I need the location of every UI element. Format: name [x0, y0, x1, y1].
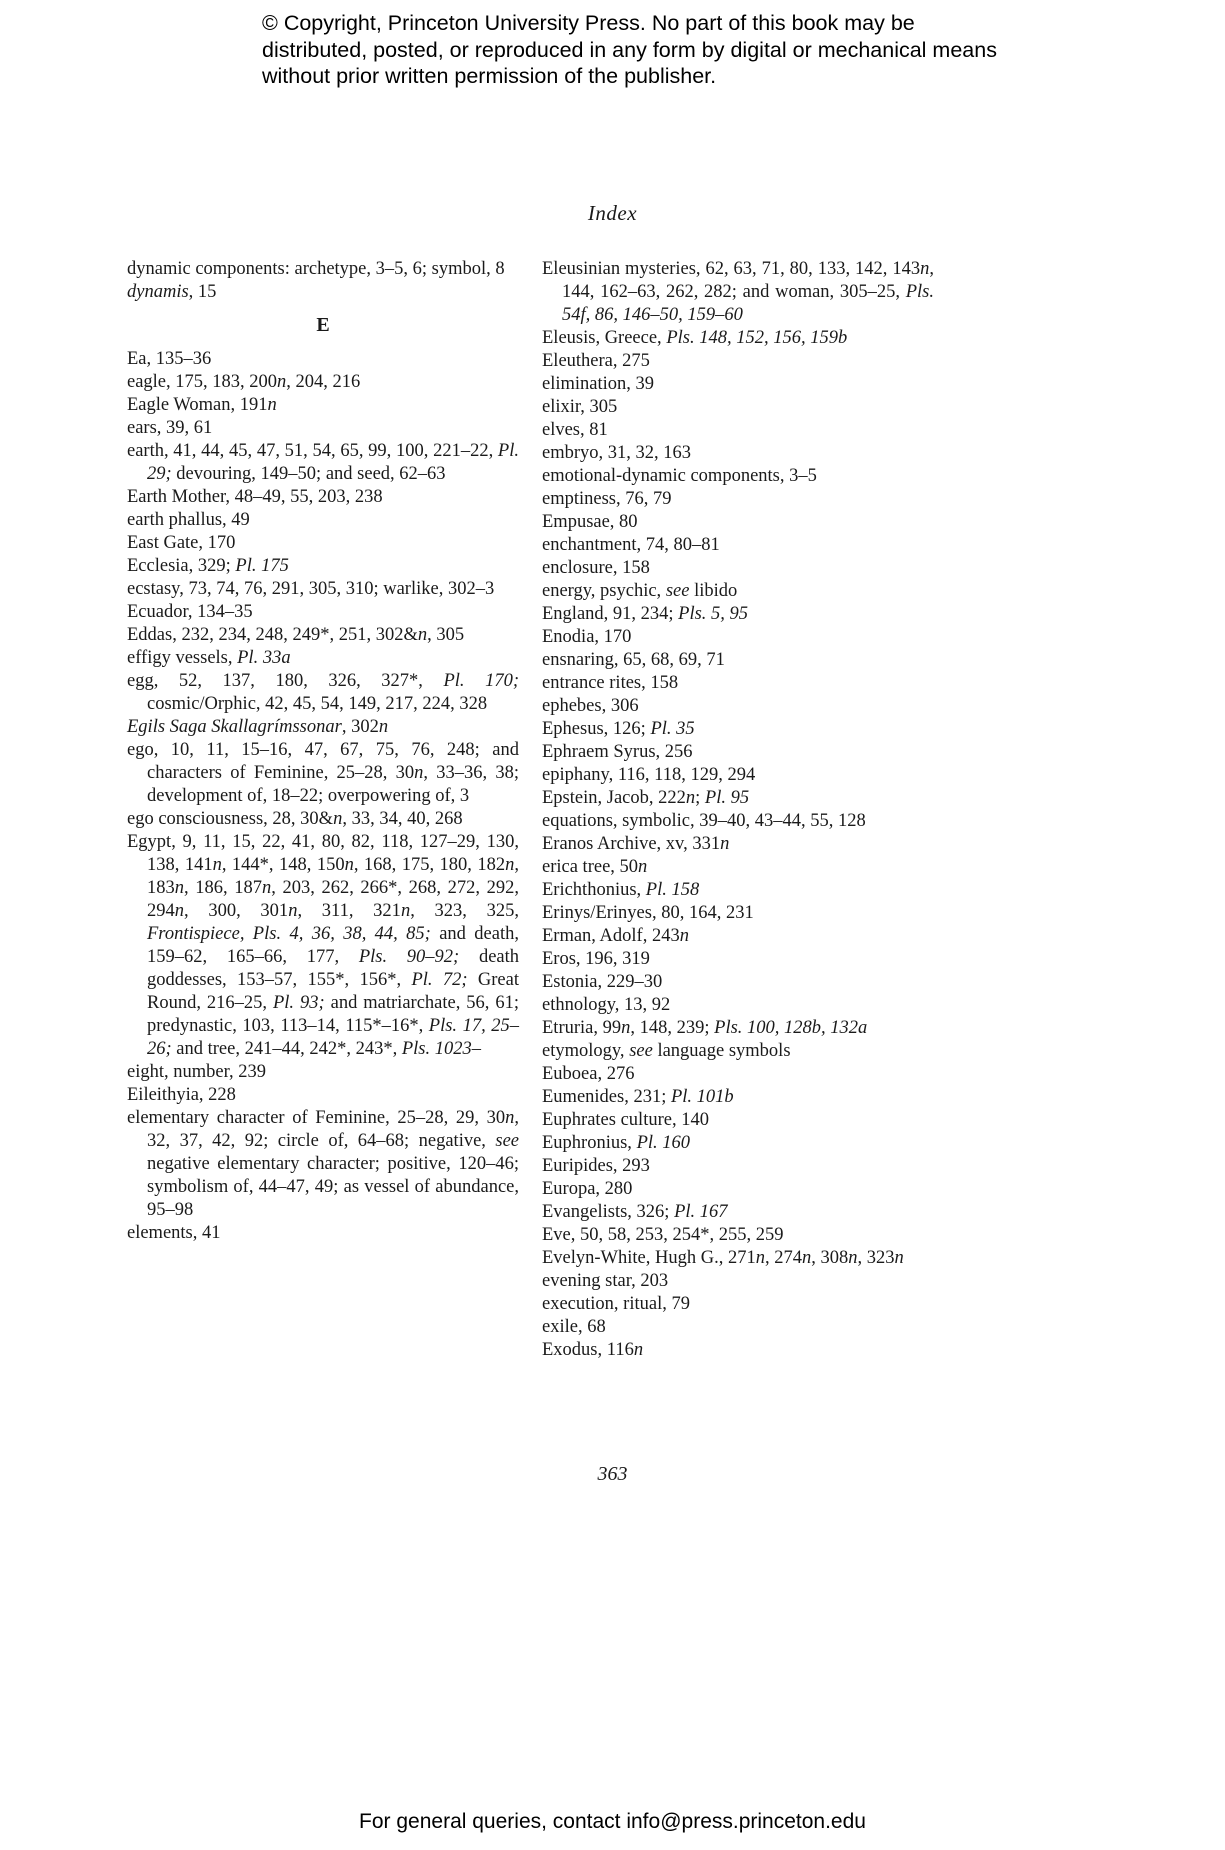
index-entry: Epstein, Jacob, 222n; Pl. 95: [542, 788, 750, 808]
index-entry: Ecclesia, 329; Pl. 175: [127, 556, 289, 576]
index-entry: Estonia, 229–30: [542, 972, 663, 992]
index-entry: Earth Mother, 48–49, 55, 203, 238: [127, 487, 383, 507]
index-entry: dynamic components: archetype, 3–5, 6; symbol, 8: [127, 259, 505, 279]
index-entry: epiphany, 116, 118, 129, 294: [542, 765, 756, 785]
index-entries-before-letter: [127, 258, 519, 304]
index-entry: exile, 68: [542, 1317, 606, 1337]
index-entry: elves, 81: [542, 420, 608, 440]
index-entry: Evelyn-White, Hugh G., 271n, 274n, 308n, 323n: [542, 1248, 904, 1268]
index-entry: etymology, see language symbols: [542, 1041, 791, 1061]
page-title: Index: [587, 201, 638, 225]
index-entry: Eleusinian mysteries, 62, 63, 71, 80, 133, 142, 143n, 144, 162–63, 262, 282; and woman, 305–25, Pls. 54f, 86, 146–50, 159–60: [542, 259, 934, 325]
footer-contact: For general queries, contact info@press.princeton.edu: [359, 1810, 866, 1833]
index-entry: enclosure, 158: [542, 558, 650, 578]
index-entry: embryo, 31, 32, 163: [542, 443, 692, 463]
index-entry: eight, number, 239: [127, 1062, 267, 1082]
section-letter-heading: E: [316, 314, 330, 336]
index-entry: earth, 41, 44, 45, 47, 51, 54, 65, 99, 100, 221–22, Pl. 29; devouring, 149–50; and seed, 62–63: [127, 441, 519, 484]
page-number: 363: [597, 1463, 628, 1485]
index-entry: Egypt, 9, 11, 15, 22, 41, 80, 82, 118, 127–29, 130, 138, 141n, 144*, 148, 150n, 168, 175, 180, 182n, 183n, 186, 187n, 203, 262, 266*, 268, 272, 292, 294n, 300, 301n, 311, 321n, 323, 325, Frontispiece, Pls. 4, 36, 38, 44, 85; and death, 159–62, 165–66, 177, Pls. 90–92; death goddesses, 153–57, 155*, 156*, Pl. 72; Great Round, 216–25, Pl. 93; and matriarchate, 56, 61; predynastic, 103, 113–14, 115*–16*, Pls. 17, 25–26; and tree, 241–44, 242*, 243*, Pls. 1023–: [127, 832, 520, 1059]
index-entries-e: [127, 348, 519, 1245]
index-entry: elements, 41: [127, 1223, 221, 1243]
index-entry: emotional-dynamic components, 3–5: [542, 466, 817, 486]
index-entry: emptiness, 76, 79: [542, 489, 672, 509]
index-entry: Euphrates culture, 140: [542, 1110, 709, 1130]
index-entry: effigy vessels, Pl. 33a: [127, 648, 291, 668]
index-entry: Erinys/Erinyes, 80, 164, 231: [542, 903, 754, 923]
index-entry: Enodia, 170: [542, 627, 632, 647]
index-entry: Ephraem Syrus, 256: [542, 742, 693, 762]
index-entry: Eagle Woman, 191n: [127, 395, 277, 415]
index-column-left: [127, 258, 519, 1245]
index-entry: ego, 10, 11, 15–16, 47, 67, 75, 76, 248; and characters of Feminine, 25–28, 30n, 33–36, 38; development of, 18–22; overpowering of, 3: [127, 740, 519, 806]
index-entry: ears, 39, 61: [127, 418, 213, 438]
index-entry: elementary character of Feminine, 25–28, 29, 30n, 32, 37, 42, 92; circle of, 64–68; negative, see negative elementary character; positive, 120–46; symbolism of, 44–47, 49; as vessel of abundance, 95–98: [127, 1108, 519, 1220]
index-entry: enchantment, 74, 80–81: [542, 535, 720, 555]
index-entry: Eros, 196, 319: [542, 949, 650, 969]
index-entry: Egils Saga Skallagrímssonar, 302n: [127, 717, 389, 737]
index-entry: energy, psychic, see libido: [542, 581, 738, 601]
index-entry: Etruria, 99n, 148, 239; Pls. 100, 128b, 132a: [542, 1018, 868, 1038]
index-entry: Exodus, 116n: [542, 1340, 644, 1360]
index-entry: Eileithyia, 228: [127, 1085, 236, 1105]
index-entry: Evangelists, 326; Pl. 167: [542, 1202, 728, 1222]
index-entry: eagle, 175, 183, 200n, 204, 216: [127, 372, 361, 392]
index-entry: Eleusis, Greece, Pls. 148, 152, 156, 159b: [542, 328, 848, 348]
index-entry: ethnology, 13, 92: [542, 995, 671, 1015]
copyright-notice: © Copyright, Princeton University Press. No part of this book may be distributed, posted, or reproduced in any form by digital or mechanical means without prior written permission of the publisher.: [262, 11, 997, 88]
index-entry: ensnaring, 65, 68, 69, 71: [542, 650, 725, 670]
index-entry: Ecuador, 134–35: [127, 602, 253, 622]
index-entry: Ephesus, 126; Pl. 35: [542, 719, 695, 739]
index-column-right: [542, 258, 934, 1362]
index-entry: Eleuthera, 275: [542, 351, 650, 371]
index-entry: elimination, 39: [542, 374, 655, 394]
index-entry: Erman, Adolf, 243n: [542, 926, 689, 946]
index-entry: Europa, 280: [542, 1179, 633, 1199]
index-entry: Euphronius, Pl. 160: [542, 1133, 691, 1153]
index-entry: ecstasy, 73, 74, 76, 291, 305, 310; warlike, 302–3: [127, 579, 495, 599]
index-entry: erica tree, 50n: [542, 857, 648, 877]
index-entry: earth phallus, 49: [127, 510, 250, 530]
index-entry: elixir, 305: [542, 397, 618, 417]
index-entry: evening star, 203: [542, 1271, 669, 1291]
index-entry: Eumenides, 231; Pl. 101b: [542, 1087, 734, 1107]
index-entry: Eddas, 232, 234, 248, 249*, 251, 302&n, 305: [127, 625, 465, 645]
index-entry: equations, symbolic, 39–40, 43–44, 55, 128: [542, 811, 866, 831]
index-entry: entrance rites, 158: [542, 673, 679, 693]
index-entry: Euripides, 293: [542, 1156, 650, 1176]
index-entry: Ea, 135–36: [127, 349, 212, 369]
index-entry: execution, ritual, 79: [542, 1294, 690, 1314]
index-entry: Empusae, 80: [542, 512, 638, 532]
index-entry: Erichthonius, Pl. 158: [542, 880, 700, 900]
index-entry: egg, 52, 137, 180, 326, 327*, Pl. 170; cosmic/Orphic, 42, 45, 54, 149, 217, 224, 328: [127, 671, 519, 714]
index-entry: ego consciousness, 28, 30&n, 33, 34, 40, 268: [127, 809, 463, 829]
index-entry: England, 91, 234; Pls. 5, 95: [542, 604, 749, 624]
index-entry: Eranos Archive, xv, 331n: [542, 834, 730, 854]
index-entry: Euboea, 276: [542, 1064, 635, 1084]
index-entry: ephebes, 306: [542, 696, 639, 716]
index-entries-e-continued: [542, 258, 934, 1362]
index-entry: East Gate, 170: [127, 533, 236, 553]
index-entry: Eve, 50, 58, 253, 254*, 255, 259: [542, 1225, 784, 1245]
index-entry: dynamis, 15: [127, 282, 217, 302]
